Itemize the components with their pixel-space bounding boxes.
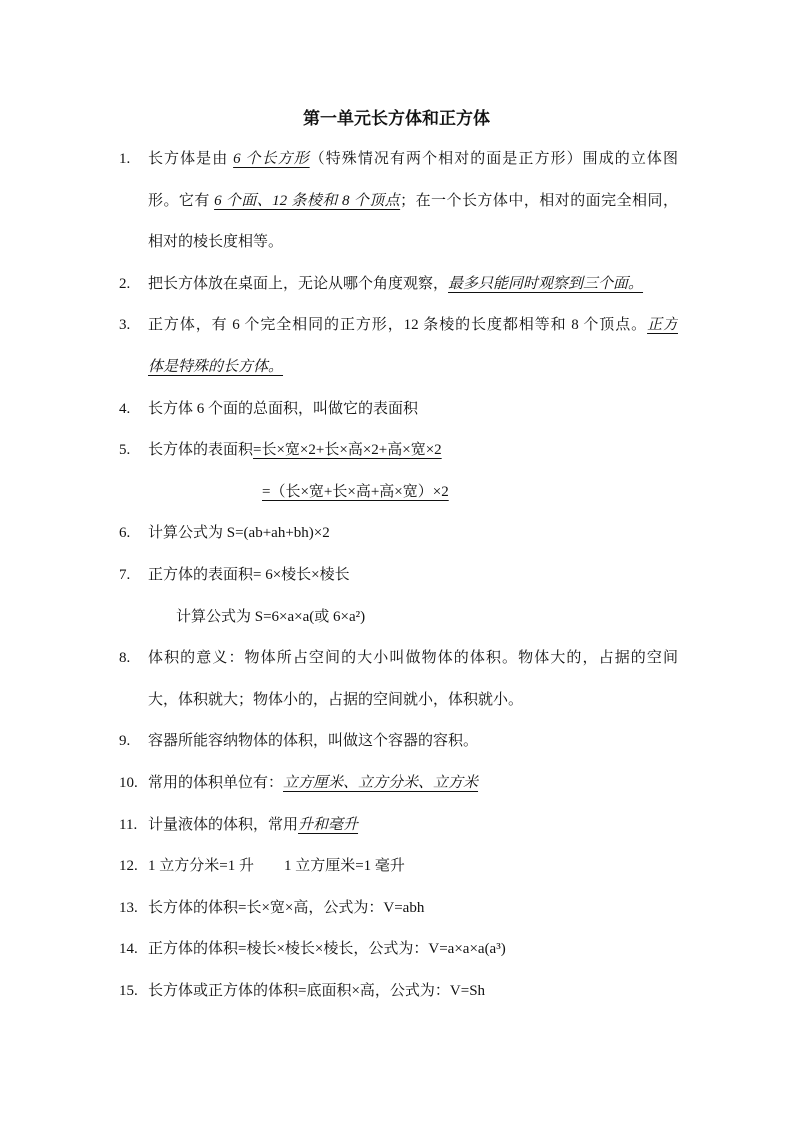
text-segment: 1 立方分米=1 升 1 立方厘米=1 毫升 (148, 858, 405, 875)
emphasized-text: 体是特殊的长方体。 (148, 358, 284, 375)
list-item-line (0, 354, 793, 396)
item-text (148, 562, 678, 588)
item-list (0, 146, 793, 1019)
item-text (148, 645, 678, 671)
text-segment: 把长方体放在桌面上，无论从哪个角度观察， (148, 275, 449, 292)
item-text (148, 354, 678, 380)
emphasized-text: 立方厘米、立方分米、立方米 (283, 774, 479, 791)
list-item-line (0, 770, 793, 812)
item-number: 2. (119, 275, 131, 292)
list-item-line (0, 396, 793, 438)
text-segment: 体积的意义：物体所占空间的大小叫做物体的体积。物体大的，占据的空间 (148, 650, 678, 667)
text-segment: 计算公式为 S=6×a×a(或 6×a²) (176, 608, 366, 625)
item-number: 6. (119, 525, 131, 542)
text-segment: 长方体或正方体的体积=底面积×高，公式为：V=Sh (148, 982, 486, 999)
list-item-line (0, 312, 793, 354)
item-text (148, 895, 678, 921)
item-number: 3. (119, 317, 131, 334)
item-text (148, 229, 678, 255)
list-item-line (0, 895, 793, 937)
item-number: 5. (119, 442, 131, 459)
emphasized-text: =（长×宽+长×高+高×宽）×2 (262, 483, 449, 500)
item-text (148, 770, 678, 796)
emphasized-text: 最多只能同时观察到三个面。 (448, 275, 644, 292)
page-title: 第一单元长方体和正方体 (303, 109, 490, 128)
list-item-line (0, 229, 793, 271)
text-segment: 长方体 6 个面的总面积，叫做它的表面积 (148, 400, 419, 417)
text-segment: 大，体积就大；物体小的，占据的空间就小，体积就小。 (148, 691, 524, 708)
list-item-line (0, 645, 793, 687)
list-item-line (0, 853, 793, 895)
item-number: 9. (119, 733, 131, 750)
list-item-line (0, 728, 793, 770)
emphasized-text: =长×宽×2+长×高×2+高×宽×2 (253, 442, 442, 459)
text-segment: 正方体的表面积= 6×棱长×棱长 (148, 566, 350, 583)
item-number: 15. (119, 982, 138, 999)
list-item-line (0, 271, 793, 313)
emphasized-text: 6 个面、12 条棱和 8 个顶点 (214, 192, 401, 209)
text-segment: ；在一个长方体中，相对的面完全相同， (400, 192, 678, 209)
item-text (148, 146, 678, 172)
item-text (148, 853, 678, 879)
item-text (148, 437, 678, 463)
item-text (148, 728, 678, 754)
item-number: 8. (119, 650, 131, 667)
item-number: 14. (119, 941, 138, 958)
text-segment: （特殊情况有两个相对的面是正方形）围成的立体图 (309, 151, 678, 167)
item-number: 13. (119, 899, 138, 916)
text-segment: 容器所能容纳物体的体积，叫做这个容器的容积。 (148, 733, 479, 750)
emphasized-text: 正方 (647, 317, 678, 334)
text-segment: 计量液体的体积，常用 (148, 816, 299, 833)
item-text (148, 271, 678, 297)
list-item-line (0, 437, 793, 479)
list-item-line (0, 604, 793, 646)
item-number: 4. (119, 400, 131, 417)
list-item-line (0, 562, 793, 604)
item-text (262, 479, 792, 505)
item-text (176, 604, 706, 630)
item-text (148, 396, 678, 422)
text-segment: 正方体的体积=棱长×棱长×棱长，公式为：V=a×a×a(a³) (148, 941, 506, 958)
text-segment: 长方体是由 (148, 151, 234, 167)
item-number: 10. (119, 774, 138, 791)
list-item-line (0, 188, 793, 230)
text-segment: 计算公式为 S=(ab+ah+bh)×2 (148, 525, 330, 542)
list-item-line (0, 687, 793, 729)
list-item-line (0, 146, 793, 188)
item-text (148, 978, 678, 1004)
item-text (148, 687, 678, 713)
list-item-line (0, 812, 793, 854)
text-segment: 相对的棱长度相等。 (148, 234, 284, 251)
item-number: 1. (119, 151, 131, 167)
item-text (148, 520, 678, 546)
text-segment: 正方体，有 6 个完全相同的正方形，12 条棱的长度都相等和 8 个顶点。 (148, 317, 648, 334)
list-item-line (0, 520, 793, 562)
list-item-line (0, 936, 793, 978)
text-segment: 常用的体积单位有： (148, 774, 284, 791)
text-segment: 长方体的表面积 (148, 442, 254, 459)
emphasized-text: 升和毫升 (298, 816, 359, 833)
item-text (148, 188, 678, 214)
item-text (148, 312, 678, 338)
item-number: 12. (119, 858, 138, 875)
item-number: 7. (119, 566, 131, 583)
item-text (148, 812, 678, 838)
list-item-line (0, 978, 793, 1020)
text-segment: 长方体的体积=长×宽×高，公式为：V=abh (148, 899, 425, 916)
list-item-line (0, 479, 793, 521)
emphasized-text: 6 个长方形 (233, 151, 310, 167)
item-number: 11. (119, 816, 138, 833)
text-segment: 形。它有 (148, 192, 215, 209)
item-text (148, 936, 678, 962)
